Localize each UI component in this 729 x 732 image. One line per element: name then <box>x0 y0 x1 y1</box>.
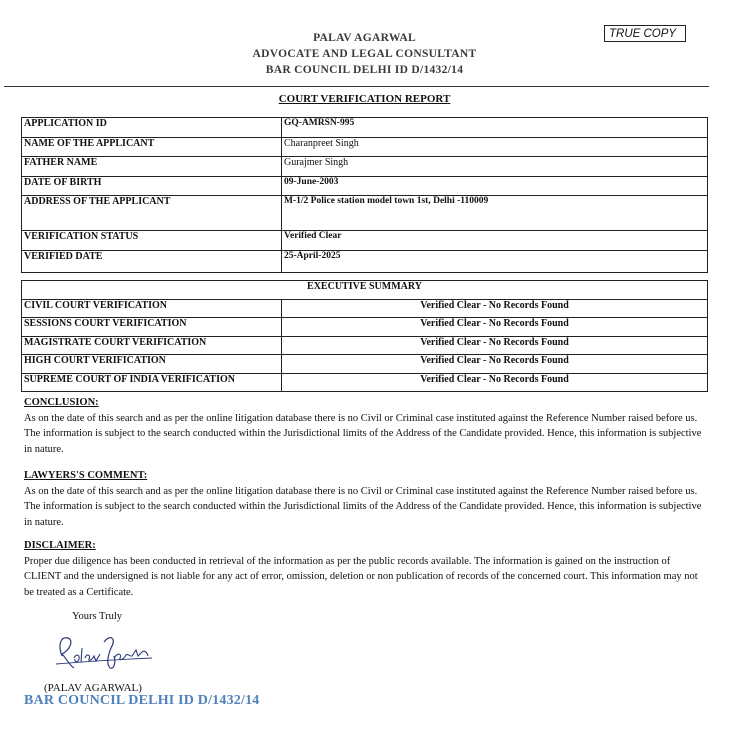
detail-label: APPLICATION ID <box>22 118 282 138</box>
detail-label: ADDRESS OF THE APPLICANT <box>22 196 282 231</box>
conclusion-section <box>24 395 704 457</box>
summary-heading: EXECUTIVE SUMMARY <box>22 281 708 300</box>
advocate-name: PALAV AGARWAL <box>313 32 416 44</box>
table-row <box>22 118 708 138</box>
table-row <box>22 137 708 157</box>
table-row <box>22 299 708 318</box>
detail-label: VERIFICATION STATUS <box>22 231 282 251</box>
summary-value: Verified Clear - No Records Found <box>282 373 708 392</box>
detail-value: Gurajmer Singh <box>282 157 708 177</box>
lawyers-comment-heading: LAWYERS'S COMMENT: <box>24 470 148 481</box>
table-row <box>22 336 708 355</box>
bar-council-id: BAR COUNCIL DELHI ID D/1432/14 <box>24 693 260 708</box>
table-row <box>22 196 708 231</box>
detail-value: 09-June-2003 <box>282 176 708 196</box>
table-row <box>22 373 708 392</box>
detail-value: Charanpreet Singh <box>282 137 708 157</box>
signatory-name: (PALAV AGARWAL) <box>44 682 142 694</box>
disclaimer-section <box>24 538 704 600</box>
summary-value: Verified Clear - No Records Found <box>282 355 708 374</box>
detail-label: VERIFIED DATE <box>22 250 282 272</box>
applicant-details-table <box>21 117 708 273</box>
detail-value: M-1/2 Police station model town 1st, Delhi -110009 <box>282 196 708 231</box>
signature <box>48 628 158 672</box>
disclaimer-heading: DISCLAIMER: <box>24 540 96 551</box>
lawyers-comment-section <box>24 468 704 530</box>
executive-summary-table <box>21 280 708 392</box>
table-row <box>22 355 708 374</box>
summary-label: MAGISTRATE COURT VERIFICATION <box>22 336 282 355</box>
summary-label: SESSIONS COURT VERIFICATION <box>22 318 282 337</box>
header-divider <box>4 86 709 87</box>
summary-label: CIVIL COURT VERIFICATION <box>22 299 282 318</box>
advocate-title: ADVOCATE AND LEGAL CONSULTANT <box>252 48 477 60</box>
summary-value: Verified Clear - No Records Found <box>282 318 708 337</box>
summary-value: Verified Clear - No Records Found <box>282 336 708 355</box>
report-title: COURT VERIFICATION REPORT <box>278 93 451 105</box>
conclusion-text: As on the date of this search and as per the online litigation database there is no Civil or Criminal case instituted against the Reference Number raised before us. The information is subject to the search conducted within the Jurisdictional limits of the Address of the Candidate provided. Hence, this information is subjective in nature. <box>24 412 702 455</box>
detail-label: NAME OF THE APPLICANT <box>22 137 282 157</box>
summary-label: HIGH COURT VERIFICATION <box>22 355 282 374</box>
detail-value: 25-April-2025 <box>282 250 708 272</box>
detail-value: Verified Clear <box>282 231 708 251</box>
conclusion-heading: CONCLUSION: <box>24 397 99 408</box>
detail-label: FATHER NAME <box>22 157 282 177</box>
table-row <box>22 231 708 251</box>
summary-value: Verified Clear - No Records Found <box>282 299 708 318</box>
detail-label: DATE OF BIRTH <box>22 176 282 196</box>
table-row <box>22 176 708 196</box>
closing-salutation: Yours Truly <box>72 611 123 622</box>
disclaimer-text: Proper due diligence has been conducted in retrieval of the information as per the public records available. The information is gained on the instruction of CLIENT and the undersigned is not liable for any act of error, omission, deletion or non publication of records of the concerned court. This information may not be treated as a Certificate. <box>24 555 698 598</box>
summary-label: SUPREME COURT OF INDIA VERIFICATION <box>22 373 282 392</box>
table-row <box>22 281 708 300</box>
advocate-registration: BAR COUNCIL DELHI ID D/1432/14 <box>265 64 464 76</box>
table-row <box>22 250 708 272</box>
lawyers-comment-text: As on the date of this search and as per the online litigation database there is no Civil or Criminal case instituted against the Reference Number raised before us. The information is subject to the search conducted within the Jurisdictional limits of the Address of the Candidate provided. Hence, this information is subjective in nature. <box>24 485 702 528</box>
table-row <box>22 157 708 177</box>
detail-value: GQ-AMRSN-995 <box>282 118 708 138</box>
table-row <box>22 318 708 337</box>
true-copy-stamp: TRUE COPY <box>604 25 686 42</box>
